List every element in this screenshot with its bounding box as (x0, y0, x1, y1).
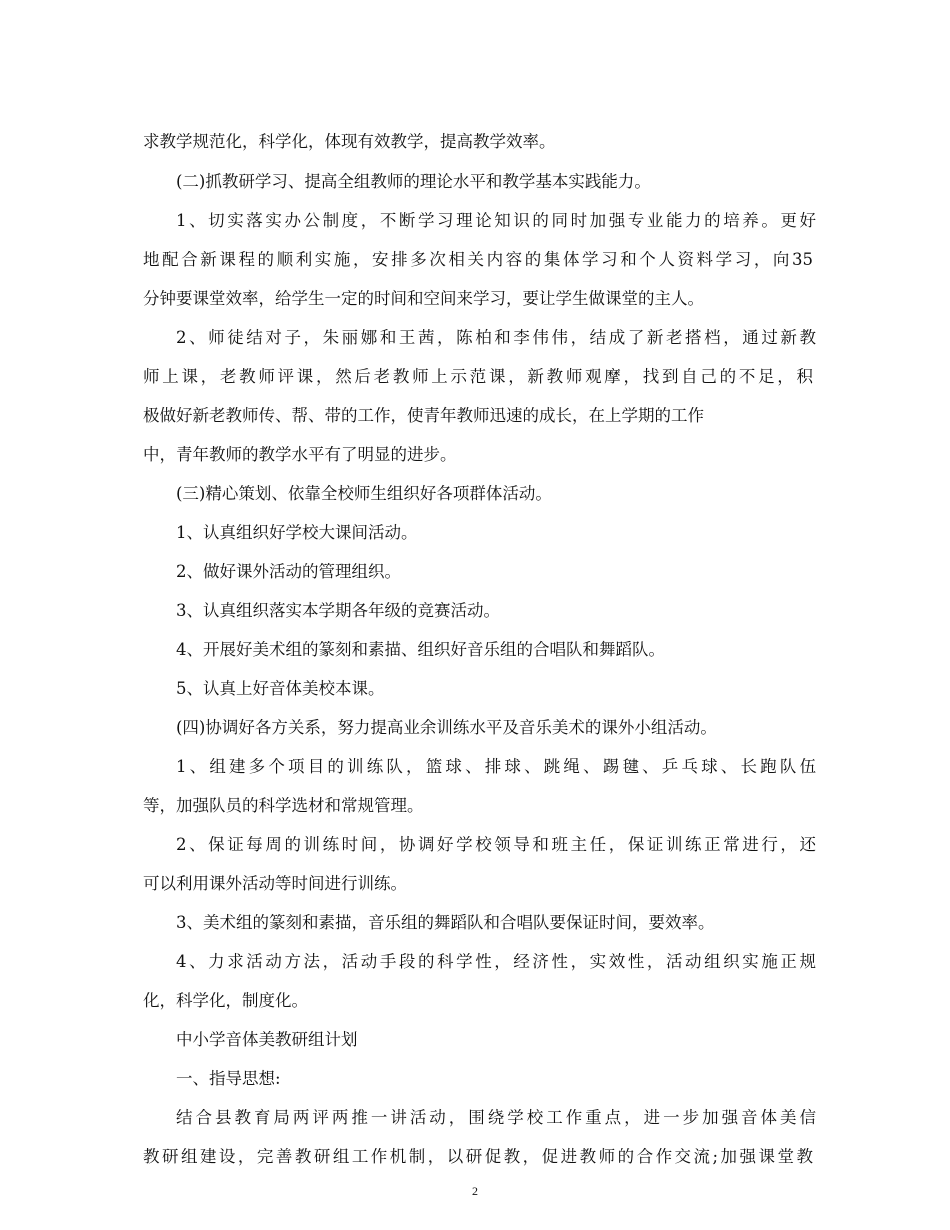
list-item: 3、认真组织落实本学期各年级的竞赛活动。 (176, 601, 500, 620)
text-line: 分钟要课堂效率，给学生一定的时间和空间来学习，要让学生做课堂的主人。 (143, 289, 704, 308)
section-heading: (三)精心策划、依靠全校师生组织好各项群体活动。 (176, 484, 552, 503)
list-item: 4、力求活动方法，活动手段的科学性，经济性，实效性，活动组织实施正规 (176, 952, 816, 971)
list-item: 3、美术组的篆刻和素描，音乐组的舞蹈队和合唱队要保证时间，要效率。 (176, 913, 715, 932)
list-item: 1、组建多个项目的训练队，篮球、排球、跳绳、踢毽、乒乓球、长跑队伍 (176, 757, 816, 776)
text-line: 师上课，老教师评课，然后老教师上示范课，新教师观摩，找到自己的不足，积 (143, 367, 813, 386)
list-item: 1、认真组织好学校大课间活动。 (176, 523, 418, 542)
text-line: 等，加强队员的科学选材和常规管理。 (143, 796, 424, 815)
text-line: 中，青年教师的教学水平有了明显的进步。 (143, 445, 457, 464)
text-line: 求教学规范化，科学化，体现有效教学，提高教学效率。 (143, 132, 556, 151)
text-line: 1、切实落实办公制度，不断学习理论知识的同时加强专业能力的培养。更好 (176, 211, 816, 230)
list-item: 4、开展好美术组的篆刻和素描、组织好音乐组的合唱队和舞蹈队。 (176, 640, 665, 659)
section-heading: 一、指导思想: (176, 1069, 281, 1088)
text-line: 化，科学化，制度化。 (143, 991, 308, 1010)
text-line: 教研组建设，完善教研组工作机制，以研促教，促进教师的合作交流;加强课堂教 (143, 1147, 813, 1166)
text-line: 可以利用课外活动等时间进行训练。 (143, 874, 407, 893)
text-line: 极做好新老教师传、帮、带的工作，使青年教师迅速的成长，在上学期的工作 (143, 406, 704, 425)
text-line: 2、师徒结对子，朱丽娜和王茜，陈柏和李伟伟，结成了新老搭档，通过新教 (176, 328, 816, 347)
section-heading: (二)抓教研学习、提高全组教师的理论水平和教学基本实践能力。 (176, 172, 651, 191)
text-line: 地配合新课程的顺利实施，安排多次相关内容的集体学习和个人资料学习，向35 (143, 250, 813, 269)
page-number: 2 (472, 1184, 478, 1198)
list-item: 2、做好课外活动的管理组织。 (176, 562, 401, 581)
section-heading: (四)协调好各方关系，努力提高业余训练水平及音乐美术的课外小组活动。 (176, 718, 717, 737)
text-line: 结合县教育局两评两推一讲活动，围绕学校工作重点，进一步加强音体美信 (176, 1108, 816, 1127)
list-item: 5、认真上好音体美校本课。 (176, 679, 385, 698)
document-title: 中小学音体美教研组计划 (176, 1030, 358, 1049)
list-item: 2、保证每周的训练时间，协调好学校领导和班主任，保证训练正常进行，还 (176, 835, 816, 854)
